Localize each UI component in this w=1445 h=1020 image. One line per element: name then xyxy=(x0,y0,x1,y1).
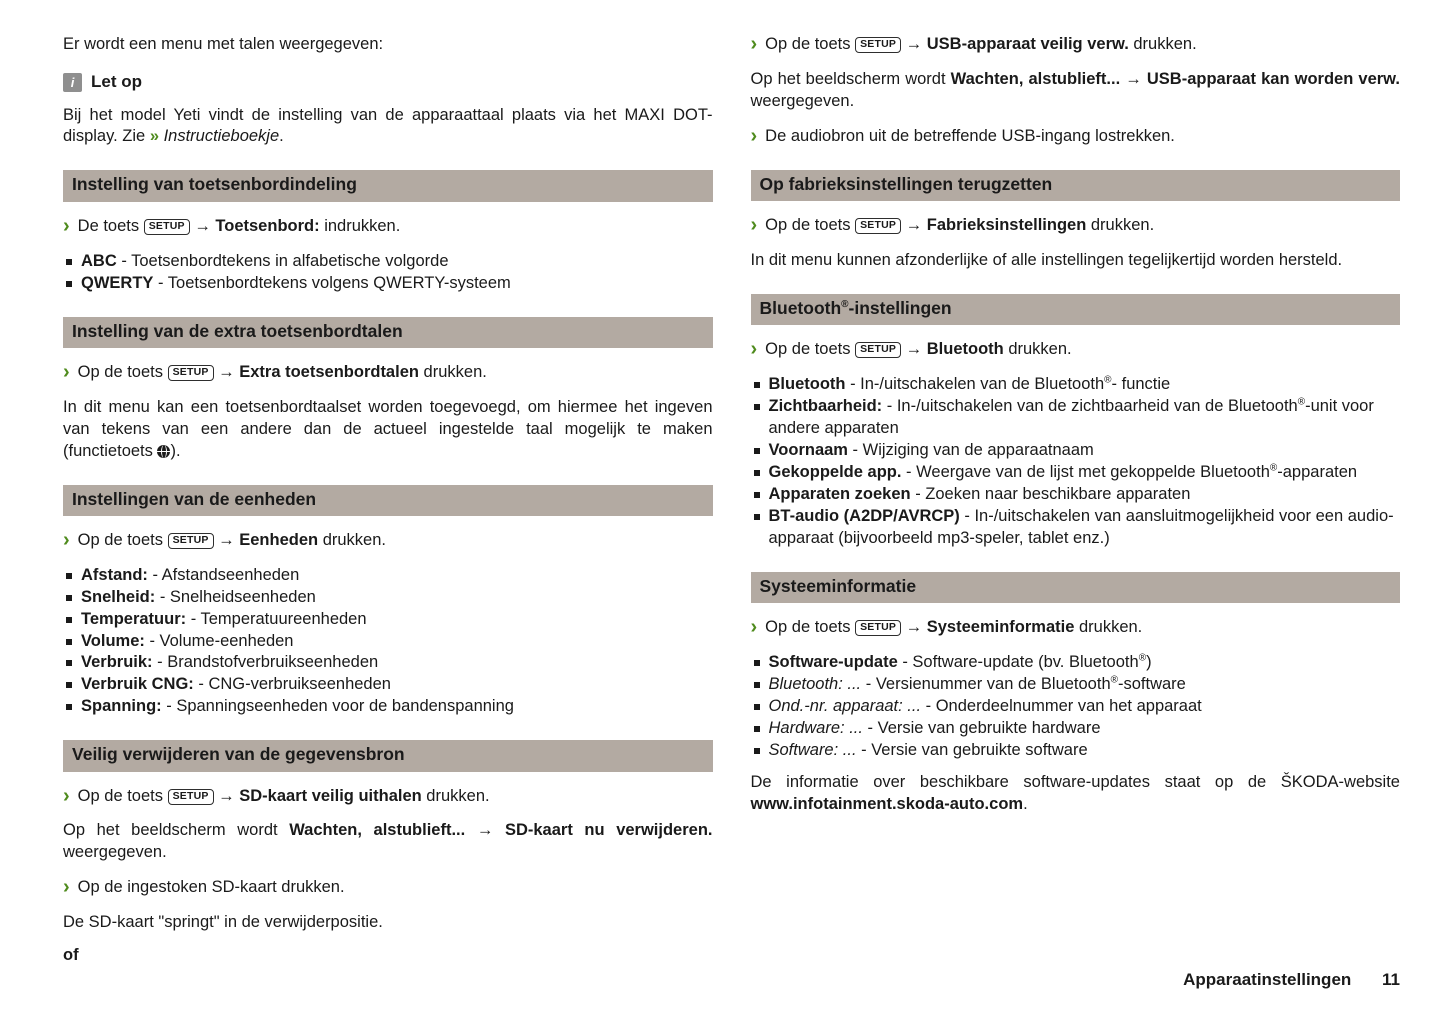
software-update-info-paragraph: De informatie over beschikbare software-updates staat op de ŠKODA-website www.infotainment.skoda-auto.com. xyxy=(750,773,1400,814)
bullet-list xyxy=(63,251,713,295)
list-item xyxy=(751,718,1401,740)
list-item xyxy=(63,696,713,718)
list-item xyxy=(63,251,713,273)
list-item xyxy=(751,374,1401,396)
bullet-square-icon xyxy=(754,448,760,454)
instruction-text: De toets SETUP → Toetsenbord: indrukken. xyxy=(77,216,401,235)
list-item-text: Gekoppelde app. - Weergave van de lijst met gekoppelde Bluetooth®-apparaten xyxy=(768,462,1358,481)
instruction-step xyxy=(751,34,1401,56)
list-item xyxy=(63,565,713,587)
list-item-text: Ond.-nr. apparaat: ... - Onderdeelnummer van het apparaat xyxy=(768,696,1202,715)
list-item-text: Software: ... - Versie van gebruikte software xyxy=(768,740,1088,759)
section-header: Bluetooth®-instellingen xyxy=(751,294,1401,325)
instruction-text: Op de toets SETUP → Bluetooth drukken. xyxy=(765,340,1072,359)
globe-icon xyxy=(157,445,170,458)
list-item xyxy=(751,396,1401,440)
list-item-text: Apparaten zoeken - Zoeken naar beschikbare apparaten xyxy=(768,484,1191,503)
chevron-right-icon: › xyxy=(750,124,758,147)
setup-keycap: SETUP xyxy=(144,219,190,235)
section-header: Op fabrieksinstellingen terugzetten xyxy=(751,170,1401,201)
bullet-square-icon xyxy=(754,748,760,754)
bullet-square-icon xyxy=(754,660,760,666)
chevron-right-icon: › xyxy=(750,338,758,361)
bullet-square-icon xyxy=(66,704,72,710)
bullet-square-icon xyxy=(66,573,72,579)
instruction-text: Op de toets SETUP → Fabrieksinstellingen drukken. xyxy=(765,216,1155,235)
note-body: Bij het model Yeti vindt de instelling van de apparaattaal plaats via het MAXI DOT-display. Zie » Instructieboekje. xyxy=(63,105,713,146)
list-item-text: Hardware: ... - Versie van gebruikte hardware xyxy=(768,718,1101,737)
bullet-square-icon xyxy=(66,617,72,623)
bullet-square-icon xyxy=(754,704,760,710)
list-item xyxy=(751,696,1401,718)
list-item-text: Temperatuur: - Temperatuureenheden xyxy=(81,609,367,628)
list-item xyxy=(751,484,1401,506)
list-item-text: Spanning: - Spanningseenheden voor de bandenspanning xyxy=(81,697,514,716)
setup-keycap: SETUP xyxy=(168,533,214,549)
instruction-step xyxy=(63,362,713,384)
list-item xyxy=(751,652,1401,674)
list-item xyxy=(63,273,713,295)
instruction-text: De audiobron uit de betreffende USB-ingang lostrekken. xyxy=(765,126,1175,145)
note-header xyxy=(63,71,713,94)
bullet-square-icon xyxy=(754,470,760,476)
list-item-text: Zichtbaarheid: - In-/uitschakelen van de zichtbaarheid van de Bluetooth®-unit voor andere apparaten xyxy=(768,396,1374,437)
instruction-text: Op de toets SETUP → SD-kaart veilig uithalen drukken. xyxy=(77,786,490,805)
bullet-list xyxy=(751,374,1401,550)
list-item xyxy=(63,652,713,674)
page-number: 11 xyxy=(1382,970,1400,990)
setup-keycap: SETUP xyxy=(855,37,901,53)
instruction-text: Op de ingestoken SD-kaart drukken. xyxy=(77,878,345,897)
instruction-step xyxy=(63,216,713,238)
instruction-step xyxy=(751,339,1401,361)
intro-paragraph: Er wordt een menu met talen weergegeven: xyxy=(63,35,384,53)
section-header: Instelling van toetsenbordindeling xyxy=(63,170,713,201)
chevron-right-icon: › xyxy=(63,876,70,899)
list-item-text: Afstand: - Afstandseenheden xyxy=(81,565,300,584)
bullet-square-icon xyxy=(66,259,72,265)
list-item xyxy=(63,674,713,696)
instruction-step xyxy=(63,786,713,808)
list-item-text: Software-update - Software-update (bv. Bluetooth®) xyxy=(768,652,1152,671)
chevron-right-icon: › xyxy=(63,528,70,551)
chevron-right-icon: › xyxy=(750,615,758,638)
instruction-step xyxy=(751,215,1401,237)
setup-keycap: SETUP xyxy=(855,620,901,636)
list-item-text: Verbruik: - Brandstofverbruikseenheden xyxy=(81,653,379,672)
list-item-text: Snelheid: - Snelheidseenheden xyxy=(81,587,316,606)
list-item xyxy=(751,462,1401,484)
list-item-text: BT-audio (A2DP/AVRCP) - In-/uitschakelen van aansluitmogelijkheid voor een audio-apparaat (bijvoorbeeld mp3-speler, tablet enz.) xyxy=(768,506,1394,547)
list-item xyxy=(751,674,1401,696)
chevron-right-icon: › xyxy=(63,784,70,807)
list-item-text: ABC - Toetsenbordtekens in alfabetische volgorde xyxy=(81,251,449,270)
instruction-step xyxy=(751,126,1401,148)
usb-wait-paragraph: Op het beeldscherm wordt Wachten, alstublieft... → USB-apparaat kan worden verw. weergegeven. xyxy=(750,69,1400,110)
bullet-square-icon xyxy=(66,682,72,688)
setup-keycap: SETUP xyxy=(168,789,214,805)
bullet-square-icon xyxy=(66,660,72,666)
list-item-text: QWERTY - Toetsenbordtekens volgens QWERTY-systeem xyxy=(81,273,511,292)
instruction-text: Op de toets SETUP → USB-apparaat veilig verw. drukken. xyxy=(765,35,1197,53)
bullet-square-icon xyxy=(754,404,760,410)
chevron-right-icon: › xyxy=(63,214,70,237)
or-paragraph: of xyxy=(63,946,79,965)
chevron-right-icon: › xyxy=(63,360,70,383)
bullet-square-icon xyxy=(754,682,760,688)
setup-keycap: SETUP xyxy=(855,218,901,234)
bullet-square-icon xyxy=(754,726,760,732)
list-item xyxy=(63,587,713,609)
instruction-step xyxy=(63,877,713,899)
bullet-square-icon xyxy=(66,281,72,287)
instruction-text: Op de toets SETUP → Systeeminformatie drukken. xyxy=(765,617,1143,636)
list-item xyxy=(63,609,713,631)
section-header: Instellingen van de eenheden xyxy=(63,485,713,516)
footer-section-label: Apparaatinstellingen xyxy=(1183,970,1352,990)
list-item xyxy=(63,631,713,653)
instruction-text: Op de toets SETUP → Eenheden drukken. xyxy=(77,530,386,549)
list-item xyxy=(751,740,1401,762)
factory-reset-paragraph: In dit menu kunnen afzonderlijke of alle instellingen tegelijkertijd worden hersteld. xyxy=(750,250,1343,269)
list-item-text: Volume: - Volume-eenheden xyxy=(81,631,294,650)
bullet-square-icon xyxy=(754,492,760,498)
instruction-step xyxy=(751,617,1401,639)
list-item-text: Verbruik CNG: - CNG-verbruikseenheden xyxy=(81,675,391,694)
section-header: Systeeminformatie xyxy=(751,572,1401,603)
bullet-square-icon xyxy=(754,514,760,520)
bullet-square-icon xyxy=(66,595,72,601)
column-right xyxy=(751,34,1401,978)
info-icon: i xyxy=(63,73,82,92)
list-item-text: Bluetooth: ... - Versienummer van de Bluetooth®-software xyxy=(768,674,1186,693)
keyboard-languages-paragraph: In dit menu kan een toetsenbordtaalset worden toegevoegd, om hiermee het ingeven van tekens van een andere dan de actueel ingestelde taal mogelijk te maken (functietoets ). xyxy=(63,397,713,460)
list-item-text: Bluetooth - In-/uitschakelen van de Bluetooth®- functie xyxy=(768,374,1171,394)
sd-eject-paragraph: De SD-kaart "springt" in de verwijderpositie. xyxy=(63,913,383,932)
list-item xyxy=(751,506,1401,550)
section-header: Veilig verwijderen van de gegevensbron xyxy=(63,740,713,771)
chevron-right-icon: › xyxy=(750,33,758,55)
list-item-text: Voornaam - Wijziging van de apparaatnaam xyxy=(768,440,1094,459)
sd-wait-paragraph: Op het beeldscherm wordt Wachten, alstublieft... → SD-kaart nu verwijderen. weergegeven. xyxy=(63,821,713,862)
setup-keycap: SETUP xyxy=(855,342,901,358)
column-left xyxy=(63,34,713,978)
instruction-text: Op de toets SETUP → Extra toetsenbordtalen drukken. xyxy=(77,362,487,381)
note-label: Let op xyxy=(91,71,142,91)
bullet-list xyxy=(751,652,1401,762)
instruction-step xyxy=(63,530,713,552)
page-footer xyxy=(1183,969,1400,992)
list-item xyxy=(751,440,1401,462)
section-header: Instelling van de extra toetsenbordtalen xyxy=(63,317,713,348)
bullet-square-icon xyxy=(754,382,760,388)
content-columns xyxy=(63,34,1400,978)
setup-keycap: SETUP xyxy=(168,365,214,381)
bullet-square-icon xyxy=(66,639,72,645)
bullet-list xyxy=(63,565,713,719)
chevron-right-icon: › xyxy=(750,214,758,237)
